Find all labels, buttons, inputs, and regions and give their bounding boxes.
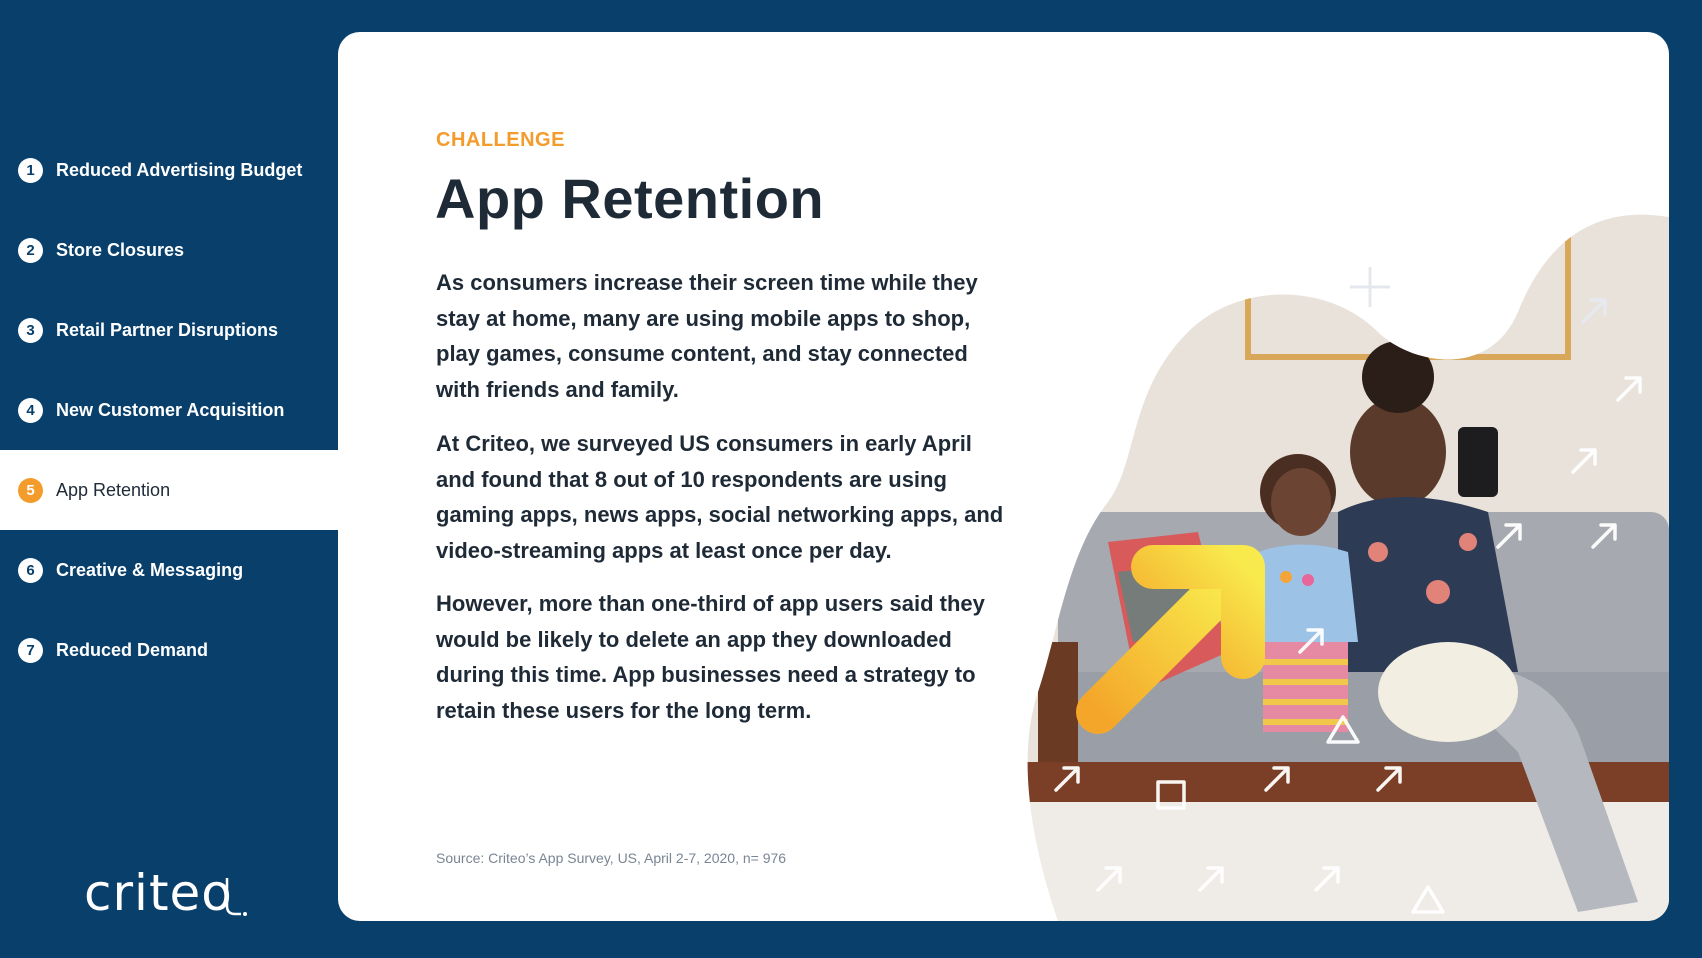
body-paragraph-3: However, more than one-third of app users said they would be likely to delete an app they downloaded during this time. App businesses need a strategy to retain these users for the long term. <box>436 591 985 723</box>
nav-item-label: Reduced Advertising Budget <box>56 159 303 180</box>
nav-item-retail-partner-disruptions[interactable] <box>0 290 338 370</box>
nav-item-label: Retail Partner Disruptions <box>56 319 279 340</box>
source-note: Source: Criteo’s App Survey, US, April 2-7, 2020, n= 976 <box>436 850 787 866</box>
nav-item-label: New Customer Acquisition <box>56 399 285 420</box>
page-title: App Retention <box>435 167 825 230</box>
sidebar-nav <box>0 130 338 690</box>
content-card <box>338 32 1669 921</box>
nav-number-badge: 6 <box>18 558 43 583</box>
nav-number-badge: 2 <box>18 238 43 263</box>
hero-photo <box>1018 32 1669 921</box>
nav-item-label: App Retention <box>56 479 171 500</box>
nav-item-creative-messaging[interactable] <box>0 530 338 610</box>
nav-item-label: Creative & Messaging <box>56 559 244 580</box>
nav-item-new-customer-acquisition[interactable] <box>0 370 338 450</box>
criteo-logo: criteo <box>84 864 233 922</box>
body-paragraph-2: At Criteo, we surveyed US consumers in early April and found that 8 out of 10 respondents are using gaming apps, news apps, social networking apps, and video-streaming apps at least once per day. <box>436 431 1004 563</box>
nav-item-reduced-advertising-budget[interactable] <box>0 130 338 210</box>
nav-number-badge: 1 <box>18 158 43 183</box>
nav-number-badge: 3 <box>18 318 43 343</box>
nav-item-label: Reduced Demand <box>56 639 209 660</box>
criteo-logo-mark-icon <box>225 876 247 920</box>
nav-number-badge: 4 <box>18 398 43 423</box>
nav-item-reduced-demand[interactable] <box>0 610 338 690</box>
nav-item-label: Store Closures <box>56 239 185 260</box>
nav-number-badge: 7 <box>18 638 43 663</box>
body-paragraph-1: As consumers increase their screen time while they stay at home, many are using mobile apps to shop, play games, consume content, and stay connected with friends and family. <box>436 270 978 402</box>
photo-scene <box>1018 32 1669 921</box>
nav-number-badge: 5 <box>18 478 43 503</box>
section-eyebrow: CHALLENGE <box>436 129 565 151</box>
nav-item-store-closures[interactable] <box>0 210 338 290</box>
nav-item-app-retention[interactable] <box>0 450 338 530</box>
